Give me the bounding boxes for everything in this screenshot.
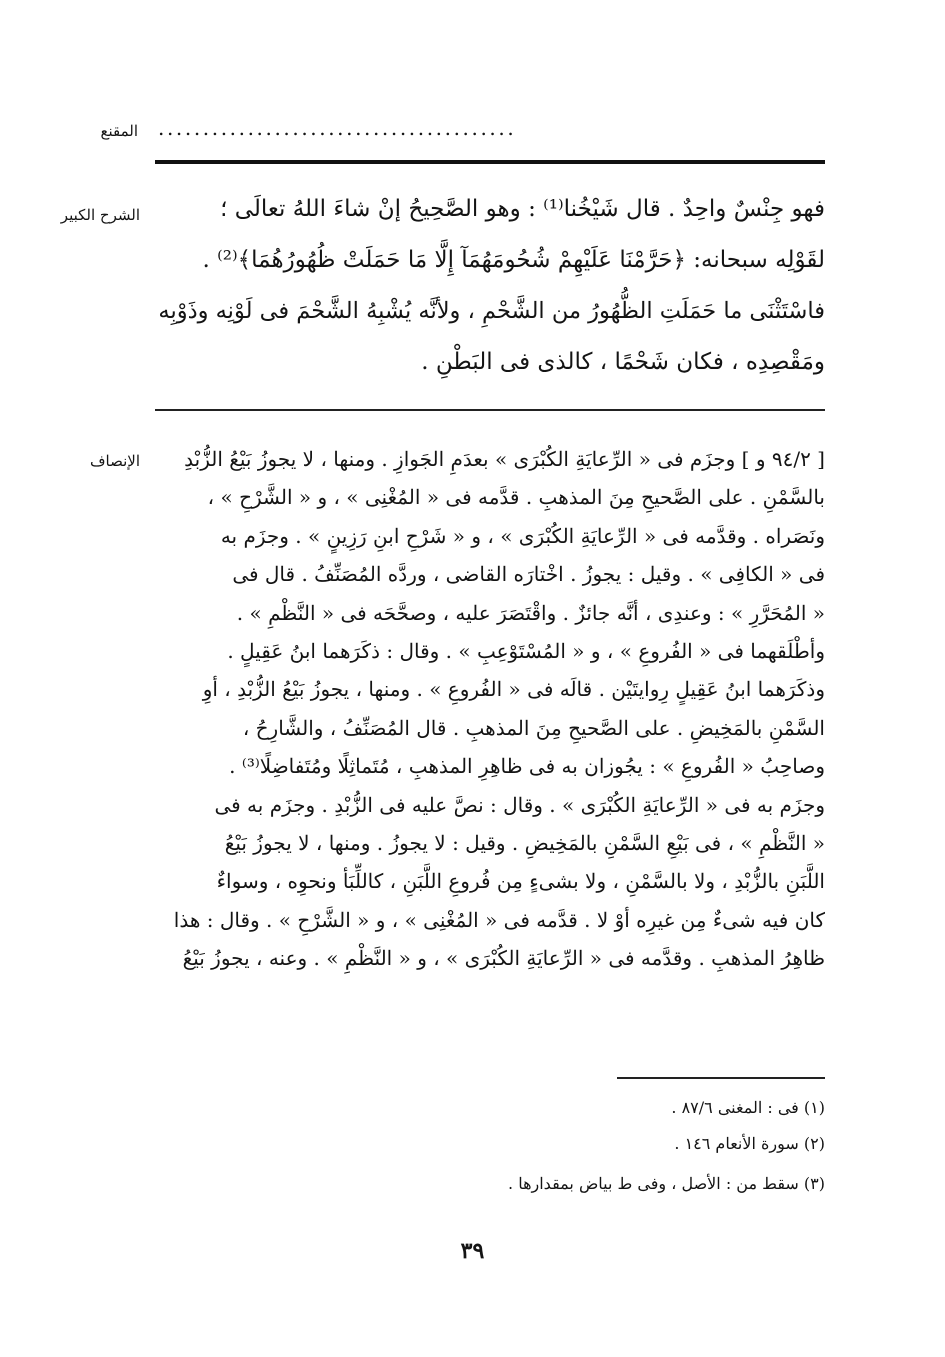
sharh-section-label: الشرح الكبير xyxy=(60,206,140,224)
insaf-line: وصاحِبُ « الفُروعِ » : يجُوزان به فى ظاهِرِ المذهبِ ، مُتَماثِلًا ومُتَفاضِلًا⁽³⁾ . xyxy=(229,754,825,779)
insaf-line: ظاهِرُ المذهبِ . وقدَّمه فى « الرِّعايَةِ الكُبْرَى » ، و « النَّظْمِ » . وعنه ، يجوزُ بَيْعُ xyxy=(182,946,825,971)
footnotes xyxy=(155,1098,825,1193)
insaf-line: وأطْلَقهما فى « الفُروعِ » ، و « المُسْتَوْعِبِ » . وقال : ذكَرَهما ابنُ عَقِيلٍ . xyxy=(227,638,825,663)
insaf-line: « النَّظْمِ » ، فى بَيْعِ السَّمْنِ بالمَخِيضِ . وقيل : لا يجوزُ . ومنها ، لا يجوزُ بَيْعُ xyxy=(224,830,825,855)
insaf-line: كان فيه شىءٌ مِن غيرِه أوْ لا . قدَّمه فى « المُغْنِى » ، و « الشَّرْحِ » . وقال : هذا xyxy=(173,907,825,932)
header-rule xyxy=(155,160,825,164)
insaf-line: « المُحَرَّرِ » : وعندِى ، أنَّه جائزٌ . واقْتَصَرَ عليه ، وصحَّحَه فى « النَّظْمِ » . xyxy=(236,600,825,625)
insaf-line: السَّمْنِ بالمَخِيضِ . على الصَّحيحِ مِنَ المذهبِ . قال المُصَنِّفُ ، والشَّارِحُ ، xyxy=(242,715,825,740)
insaf-line: بالسَّمْنِ . على الصَّحيحِ مِنَ المذهبِ . قدَّمه فى « المُغْنِى » ، و « الشَّرْحِ » ، xyxy=(207,485,825,510)
footnote: (١) فى : المغنى ٨٧/٦ . xyxy=(671,1098,825,1117)
sharh-line: ومَقْصِدِه ، فكان شَحْمًا ، كالذى فى البَطْنِ . xyxy=(421,349,825,375)
insaf-text-block xyxy=(155,440,825,977)
sharh-line: لقَوْلِه سبحانه: ﴿حَرَّمْنَا عَلَيْهِمْ شُحُومَهُمَآ إِلَّا مَا حَمَلَتْ ظُهُورُهُمَا﴾⁽²⁾ . xyxy=(202,247,825,273)
footnote: (٢) سورة الأنعام ١٤٦ . xyxy=(674,1134,825,1153)
sharh-line: فاسْتَثْنَى ما حَمَلَتِ الظُّهُورُ من الشَّحْمِ ، ولأنَّه يُشْبِهُ الشَّحْمَ فى لَوْنِه وذَوْبِه xyxy=(158,298,825,324)
insaf-line: وجزَم به فى « الرِّعايَةِ الكُبْرَى » . وقال : نصَّ عليه فى الزُّبْدِ . وجزَم به فى xyxy=(214,792,825,817)
footnote: (٣) سقط من : الأصل ، وفى ط بياض بمقدارها . xyxy=(508,1174,825,1193)
insaf-line: [ ٩٤/٢ و ] وجزَم فى « الرِّعايَةِ الكُبْرَى » بعدَمِ الجَوازِ . ومنها ، لا يجوزُ بَيْعُ الزُّبْدِ xyxy=(184,447,825,471)
sharh-line: فهو جِنْسٌ واحِدٌ . قال شَيْخُنا⁽¹⁾ : وهو الصَّحِيحُ إنْ شاءَ اللهُ تعالَى ؛ xyxy=(220,196,825,222)
section-divider xyxy=(155,409,825,411)
header-dot-leader: ........................................ xyxy=(158,116,517,140)
insaf-line: فى « الكافِى » . وقيل : يجوزُ . اخْتارَه القاضى ، وردَّه المُصَنِّفُ . قال فى xyxy=(232,562,825,587)
insaf-line: اللَّبَنِ بالزُّبْدِ ، ولا بالسَّمْنِ ، ولا بشىءٍ مِن فُروعِ اللَّبَنِ ، كاللِّبَأ ونحوِه ، وسواءٌ xyxy=(216,869,825,894)
footnote-rule xyxy=(617,1077,825,1079)
sharh-text-block xyxy=(155,184,825,388)
running-header-title: المقنع xyxy=(100,122,138,140)
insaf-section-label: الإنصاف xyxy=(89,452,140,470)
page-number: ٣٩ xyxy=(460,1238,485,1264)
insaf-line: وذكَرَهما ابنُ عَقِيلٍ رِوايتَيْن . قالَه فى « الفُروعِ » . ومنها ، يجوزُ بَيْعُ الزُّبْدِ ، أوِ xyxy=(202,677,825,702)
insaf-line: ونَصَراه . وقدَّمه فى « الرِّعايَةِ الكُبْرَى » ، و « شَرْحِ ابنِ رَزِينٍ » . وجزَم به xyxy=(220,523,825,548)
